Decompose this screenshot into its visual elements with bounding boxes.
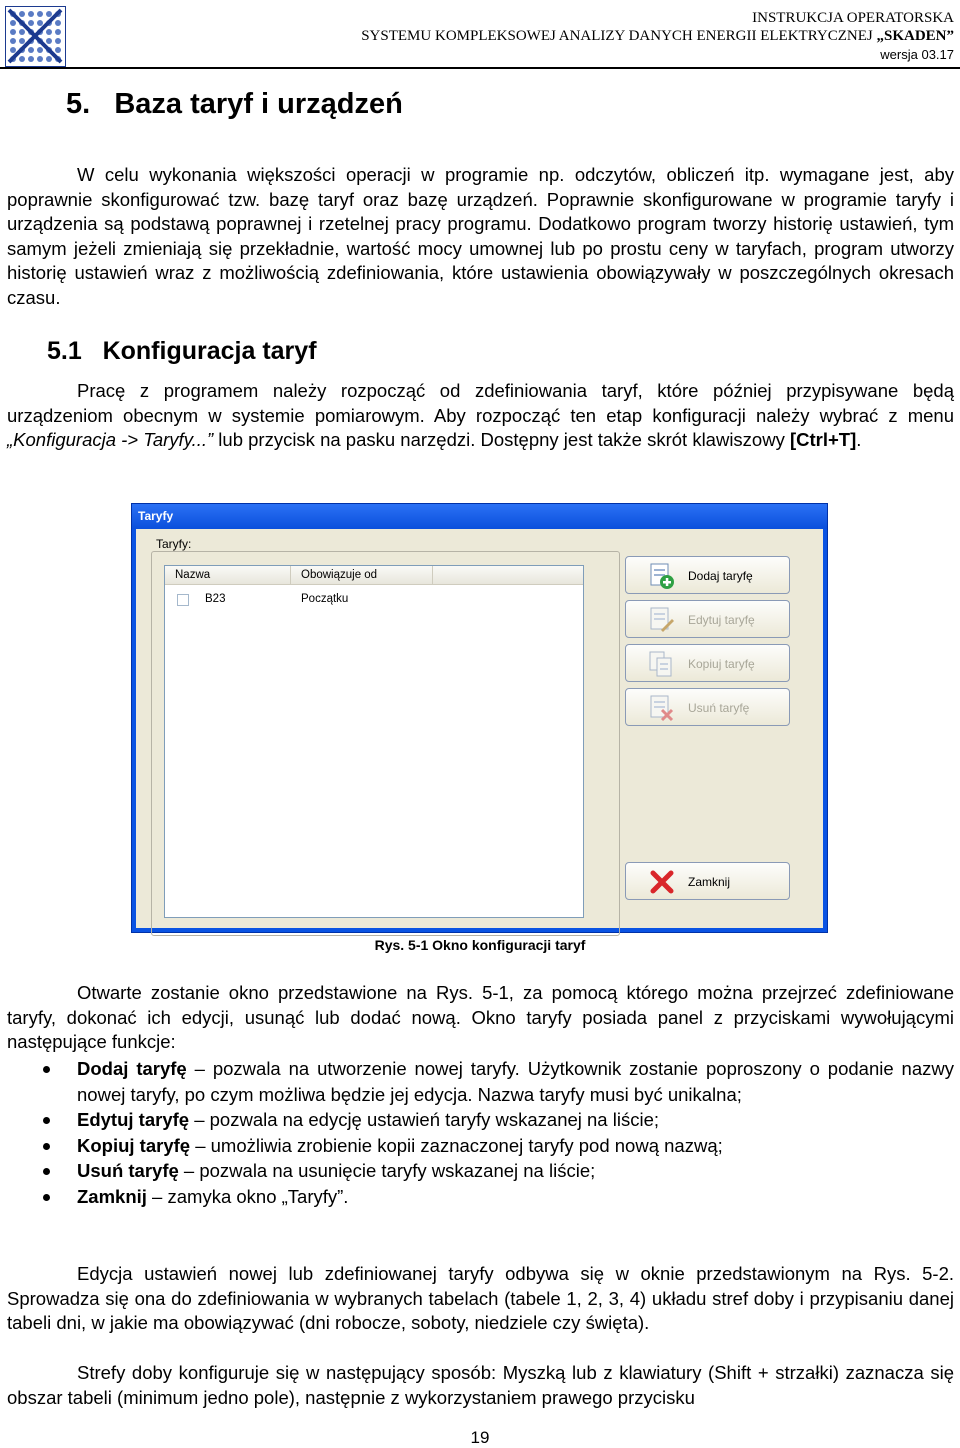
tariffs-list[interactable] — [164, 565, 584, 918]
functions-list — [7, 1056, 954, 1209]
header-rule — [0, 67, 960, 69]
remove-tariff-button[interactable] — [625, 688, 790, 726]
row-checkbox[interactable] — [177, 594, 189, 606]
close-icon — [648, 868, 676, 896]
subsection-heading: 5.1 Konfiguracja taryf — [47, 337, 317, 365]
paragraph-edit: Edycja ustawień nowej lub zdefiniowanej taryfy odbywa się w oknie przedstawionym na Rys. 5-2. Sprowadza się ona do zdefiniowania w wybranych tabelach (tabele 1, 2, 3, 4) układu stref doby i przypisaniu danej tabeli dni, w jakie ma obowiązywać (dni robocze, soboty, niedziele czy święta). — [7, 1263, 954, 1334]
add-tariff-label: Dodaj taryfę — [688, 569, 753, 583]
column-header-valid-from[interactable]: Obowiązuje od — [291, 566, 433, 585]
remove-tariff-label: Usuń taryfę — [688, 701, 750, 715]
add-document-icon — [648, 562, 676, 590]
doc-subtitle: SYSTEMU KOMPLEKSOWEJ ANALIZY DANYCH ENERGII ELEKTRYCZNEJ „SKADEN” — [361, 28, 954, 44]
paragraph-zones: Strefy doby konfiguruje się w następujący sposób: Myszką lub z klawiatury (Shift + strzałki) zaznacza się obszar tabeli (minimum jedno pole), następnie z wykorzystaniem prawego przycisku — [7, 1362, 954, 1408]
section-heading: 5. Baza taryf i urządzeń — [66, 88, 403, 120]
copy-tariff-label: Kopiuj taryfę — [688, 657, 755, 671]
copy-tariff-button[interactable] — [625, 644, 790, 682]
list-item: Kopiuj taryfę – umożliwia zrobienie kopii zaznaczonej taryfy pod nową nazwą; — [7, 1133, 954, 1159]
doc-title: INSTRUKCJA OPERATORSKA — [752, 10, 954, 26]
close-label: Zamknij — [688, 875, 731, 889]
add-tariff-button[interactable] — [625, 556, 790, 594]
edit-tariff-label: Edytuj taryfę — [688, 613, 755, 627]
column-header-filler — [433, 566, 583, 585]
window-title: Taryfy — [138, 509, 174, 523]
close-button[interactable] — [625, 862, 790, 900]
brand-name: „SKADEN” — [876, 28, 954, 44]
page-number: 19 — [470, 1428, 490, 1447]
copy-document-icon — [648, 650, 676, 678]
paragraph-intro: W celu wykonania większości operacji w programie np. odczytów, obliczeń itp. wymagane jest, aby poprawnie skonfigurować tzw. bazę taryf oraz bazę urządzeń. Poprawnie skonfigurowane w programie taryfy i urządzenia są podstawą poprawnej i rzetelnej pracy programu. Dodatkowo program tworzy historię ustawień, tym samym jeżeli zmieniają się przekładnie, wartość mocy umownej lub po prostu ceny w taryfach, program utworzy historię ustawień wraz z możliwością zdefiniowania, które ustawienia obowiązywały w poszczególnych okresach czasu. — [7, 164, 954, 308]
group-label: Taryfy: — [156, 537, 192, 551]
list-item: Usuń taryfę – pozwala na usunięcie taryfy wskazanej na liście; — [7, 1158, 954, 1184]
tariff-name: B23 — [205, 593, 226, 605]
list-item: Edytuj taryfę – pozwala na edycję ustawień taryfy wskazanej na liście; — [7, 1107, 954, 1133]
remove-document-icon — [648, 694, 676, 722]
list-item: Zamknij – zamyka okno „Taryfy”. — [7, 1184, 954, 1210]
figure-caption: Rys. 5-1 Okno konfiguracji taryf — [374, 937, 586, 953]
tariff-valid-from: Początku — [301, 593, 349, 605]
edit-tariff-button[interactable] — [625, 600, 790, 638]
keyboard-shortcut: [Ctrl+T] — [789, 429, 857, 451]
list-item[interactable] — [165, 590, 583, 608]
paragraph-window-description: Otwarte zostanie okno przedstawione na Rys. 5-1, za pomocą którego można przejrzeć zdefiniowane taryfy, dokonać ich edycji, usunąć lub dodać nową. Okno taryfy posiada panel z przyciskami wywołującymi następujące funkcje: — [7, 982, 954, 1053]
company-logo — [5, 6, 66, 67]
list-item: Dodaj taryfę – pozwala na utworzenie nowej taryfy. Użytkownik zostanie poproszony o podanie nazwy nowej taryfy, po czym możliwa będzie jej edycja. Nazwa taryfy musi być unikalna; — [7, 1056, 954, 1107]
window-body — [136, 529, 823, 928]
doc-version: wersja 03.17 — [880, 47, 954, 62]
window-titlebar[interactable] — [132, 504, 827, 529]
menu-path: „Konfiguracja -> Taryfy...” — [7, 429, 214, 451]
column-header-name[interactable]: Nazwa — [165, 566, 291, 585]
edit-document-icon — [648, 606, 676, 634]
paragraph-config: Pracę z programem należy rozpocząć od zdefiniowania taryf, które później przypisywane będą urządzeniom obecnym w systemie pomiarowym. Aby rozpocząć ten etap konfiguracji należy wybrać z menu „Konfiguracja -> Taryfy...” lub przycisk na pasku narzędzi. Dostępny jest także skrót klawiszowy [Ctrl+T]. — [7, 380, 954, 451]
tariffs-window — [131, 503, 828, 933]
